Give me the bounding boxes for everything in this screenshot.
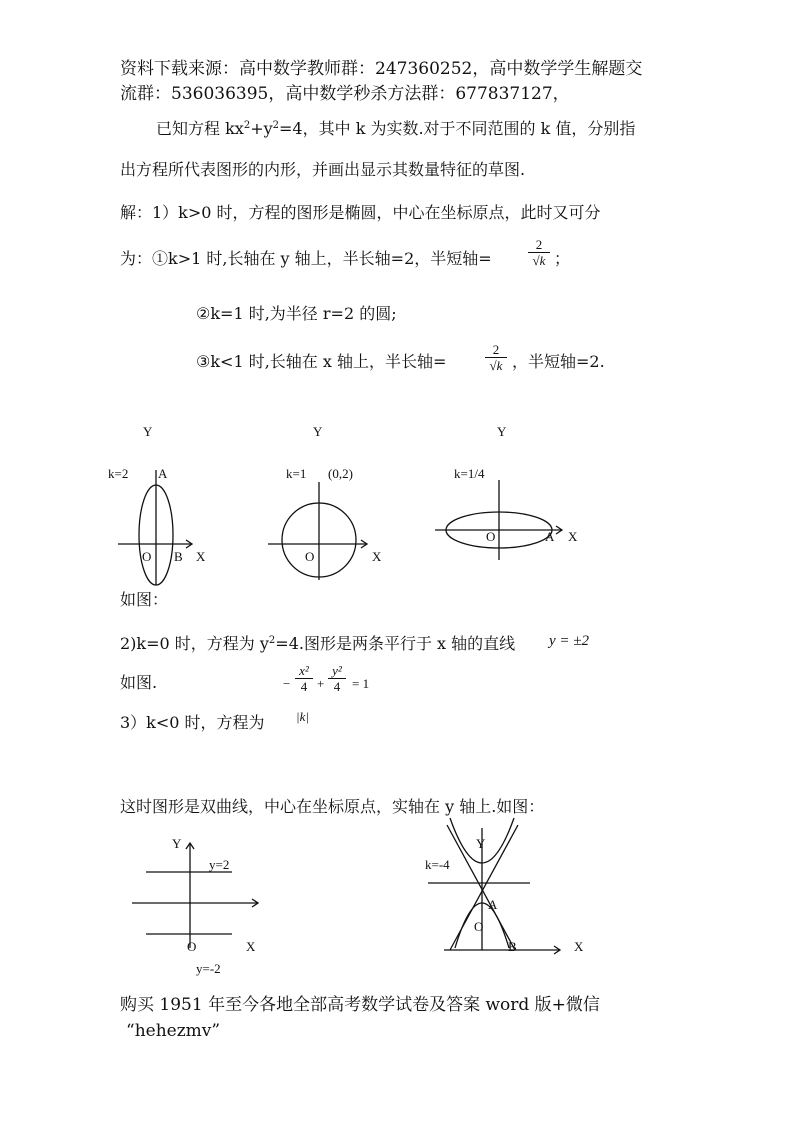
- equation-plus: +: [317, 676, 325, 691]
- equation-rhs: = 1: [352, 676, 370, 691]
- footer-line-1: 购买 1951 年至今各地全部高考数学试卷及答案 word 版+微信: [120, 995, 600, 1015]
- fig2-point-label: (0,2): [328, 466, 353, 481]
- fig4-top-line-label: y=2: [209, 857, 230, 872]
- solution-case-3-b: ，半短轴=2.: [512, 352, 605, 371]
- figures-caption-1: 如图：: [120, 590, 169, 609]
- case-2-caption: 如图.: [120, 673, 158, 692]
- fig2-x-label: X: [372, 549, 382, 564]
- fraction-denominator: √k: [532, 253, 546, 268]
- fig4-o-label: O: [187, 939, 197, 954]
- problem-line-2: 出方程所代表图形的内形，并画出显示其数量特征的草图.: [120, 160, 526, 179]
- fraction-denominator: 4: [300, 679, 308, 694]
- fig3-o-label: O: [486, 529, 496, 544]
- solution-line-1: 解：1）k>0 时，方程的图形是椭圆，中心在坐标原点，此时又可分: [120, 203, 601, 222]
- fig4-bottom-line-label: y=-2: [196, 961, 221, 976]
- equation-minus: −: [283, 676, 291, 691]
- fig5-a-label: A: [488, 897, 498, 912]
- case-3-line: 3）k<0 时，方程为: [120, 713, 265, 732]
- equation-abs-k: |k|: [296, 709, 309, 724]
- superscript: 2: [268, 635, 276, 646]
- fig2-o-label: O: [305, 549, 315, 564]
- solution-line-2-end: ；: [554, 249, 571, 268]
- fig1-y-label: Y: [143, 424, 153, 439]
- fraction-numerator: 2: [485, 343, 507, 358]
- footer-line-2: “hehezmv”: [126, 1021, 221, 1041]
- problem-text: 已知方程 kx: [156, 119, 244, 138]
- header-line-2: 流群：536036395，高中数学秒杀方法群：677837127，: [120, 84, 570, 104]
- fig5-k-label: k=-4: [425, 857, 450, 872]
- fig5-b-label: B: [508, 939, 517, 954]
- fig5-o-label: O: [474, 919, 484, 934]
- figure-parallel-lines: [132, 843, 258, 948]
- problem-text: +y: [250, 119, 273, 138]
- fig5-x-label: X: [574, 939, 584, 954]
- fig3-a-label: A: [545, 529, 555, 544]
- header-line-1: 资料下载来源：高中数学教师群：247360252，高中数学学生解题交: [120, 59, 643, 79]
- fraction-numerator: x²: [295, 664, 313, 679]
- fig1-k-label: k=2: [108, 466, 129, 481]
- fig1-a-label: A: [158, 466, 168, 481]
- case-2-text: 2)k=0 时，方程为 y: [120, 634, 269, 653]
- fig5-y-label: Y: [476, 836, 486, 851]
- fig3-y-label: Y: [497, 424, 507, 439]
- fig2-y-label: Y: [313, 424, 323, 439]
- fig1-x-label: X: [196, 549, 206, 564]
- fraction-numerator: y²: [328, 664, 346, 679]
- case-3-description: 这时图形是双曲线，中心在坐标原点，实轴在 y 轴上.如图：: [120, 797, 545, 816]
- problem-text: =4，其中 k 为实数.对于不同范围的 k 值，分别指: [279, 119, 636, 138]
- fraction-numerator: 2: [528, 238, 550, 253]
- solution-case-3-a: ③k<1 时,长轴在 x 轴上，半长轴=: [196, 352, 447, 371]
- case-2-equation: y = ±2: [549, 633, 590, 649]
- fraction-denominator: 4: [333, 679, 341, 694]
- solution-case-2: ②k=1 时,为半径 r=2 的圆;: [196, 304, 397, 323]
- fig4-y-label: Y: [172, 836, 182, 851]
- fig1-b-label: B: [174, 549, 183, 564]
- superscript: 2: [272, 120, 280, 131]
- solution-line-2: 为：①k>1 时,长轴在 y 轴上，半长轴=2，半短轴=: [120, 249, 492, 268]
- figure-hyperbola: [428, 818, 560, 954]
- fig4-x-label: X: [246, 939, 256, 954]
- case-2-text: =4.图形是两条平行于 x 轴的直线: [275, 634, 516, 653]
- fraction-denominator: √k: [489, 358, 503, 373]
- fig3-x-label: X: [568, 529, 578, 544]
- fig3-k-label: k=1/4: [454, 466, 485, 481]
- fig1-o-label: O: [142, 549, 152, 564]
- superscript: 2: [243, 120, 251, 131]
- fig2-k-label: k=1: [286, 466, 307, 481]
